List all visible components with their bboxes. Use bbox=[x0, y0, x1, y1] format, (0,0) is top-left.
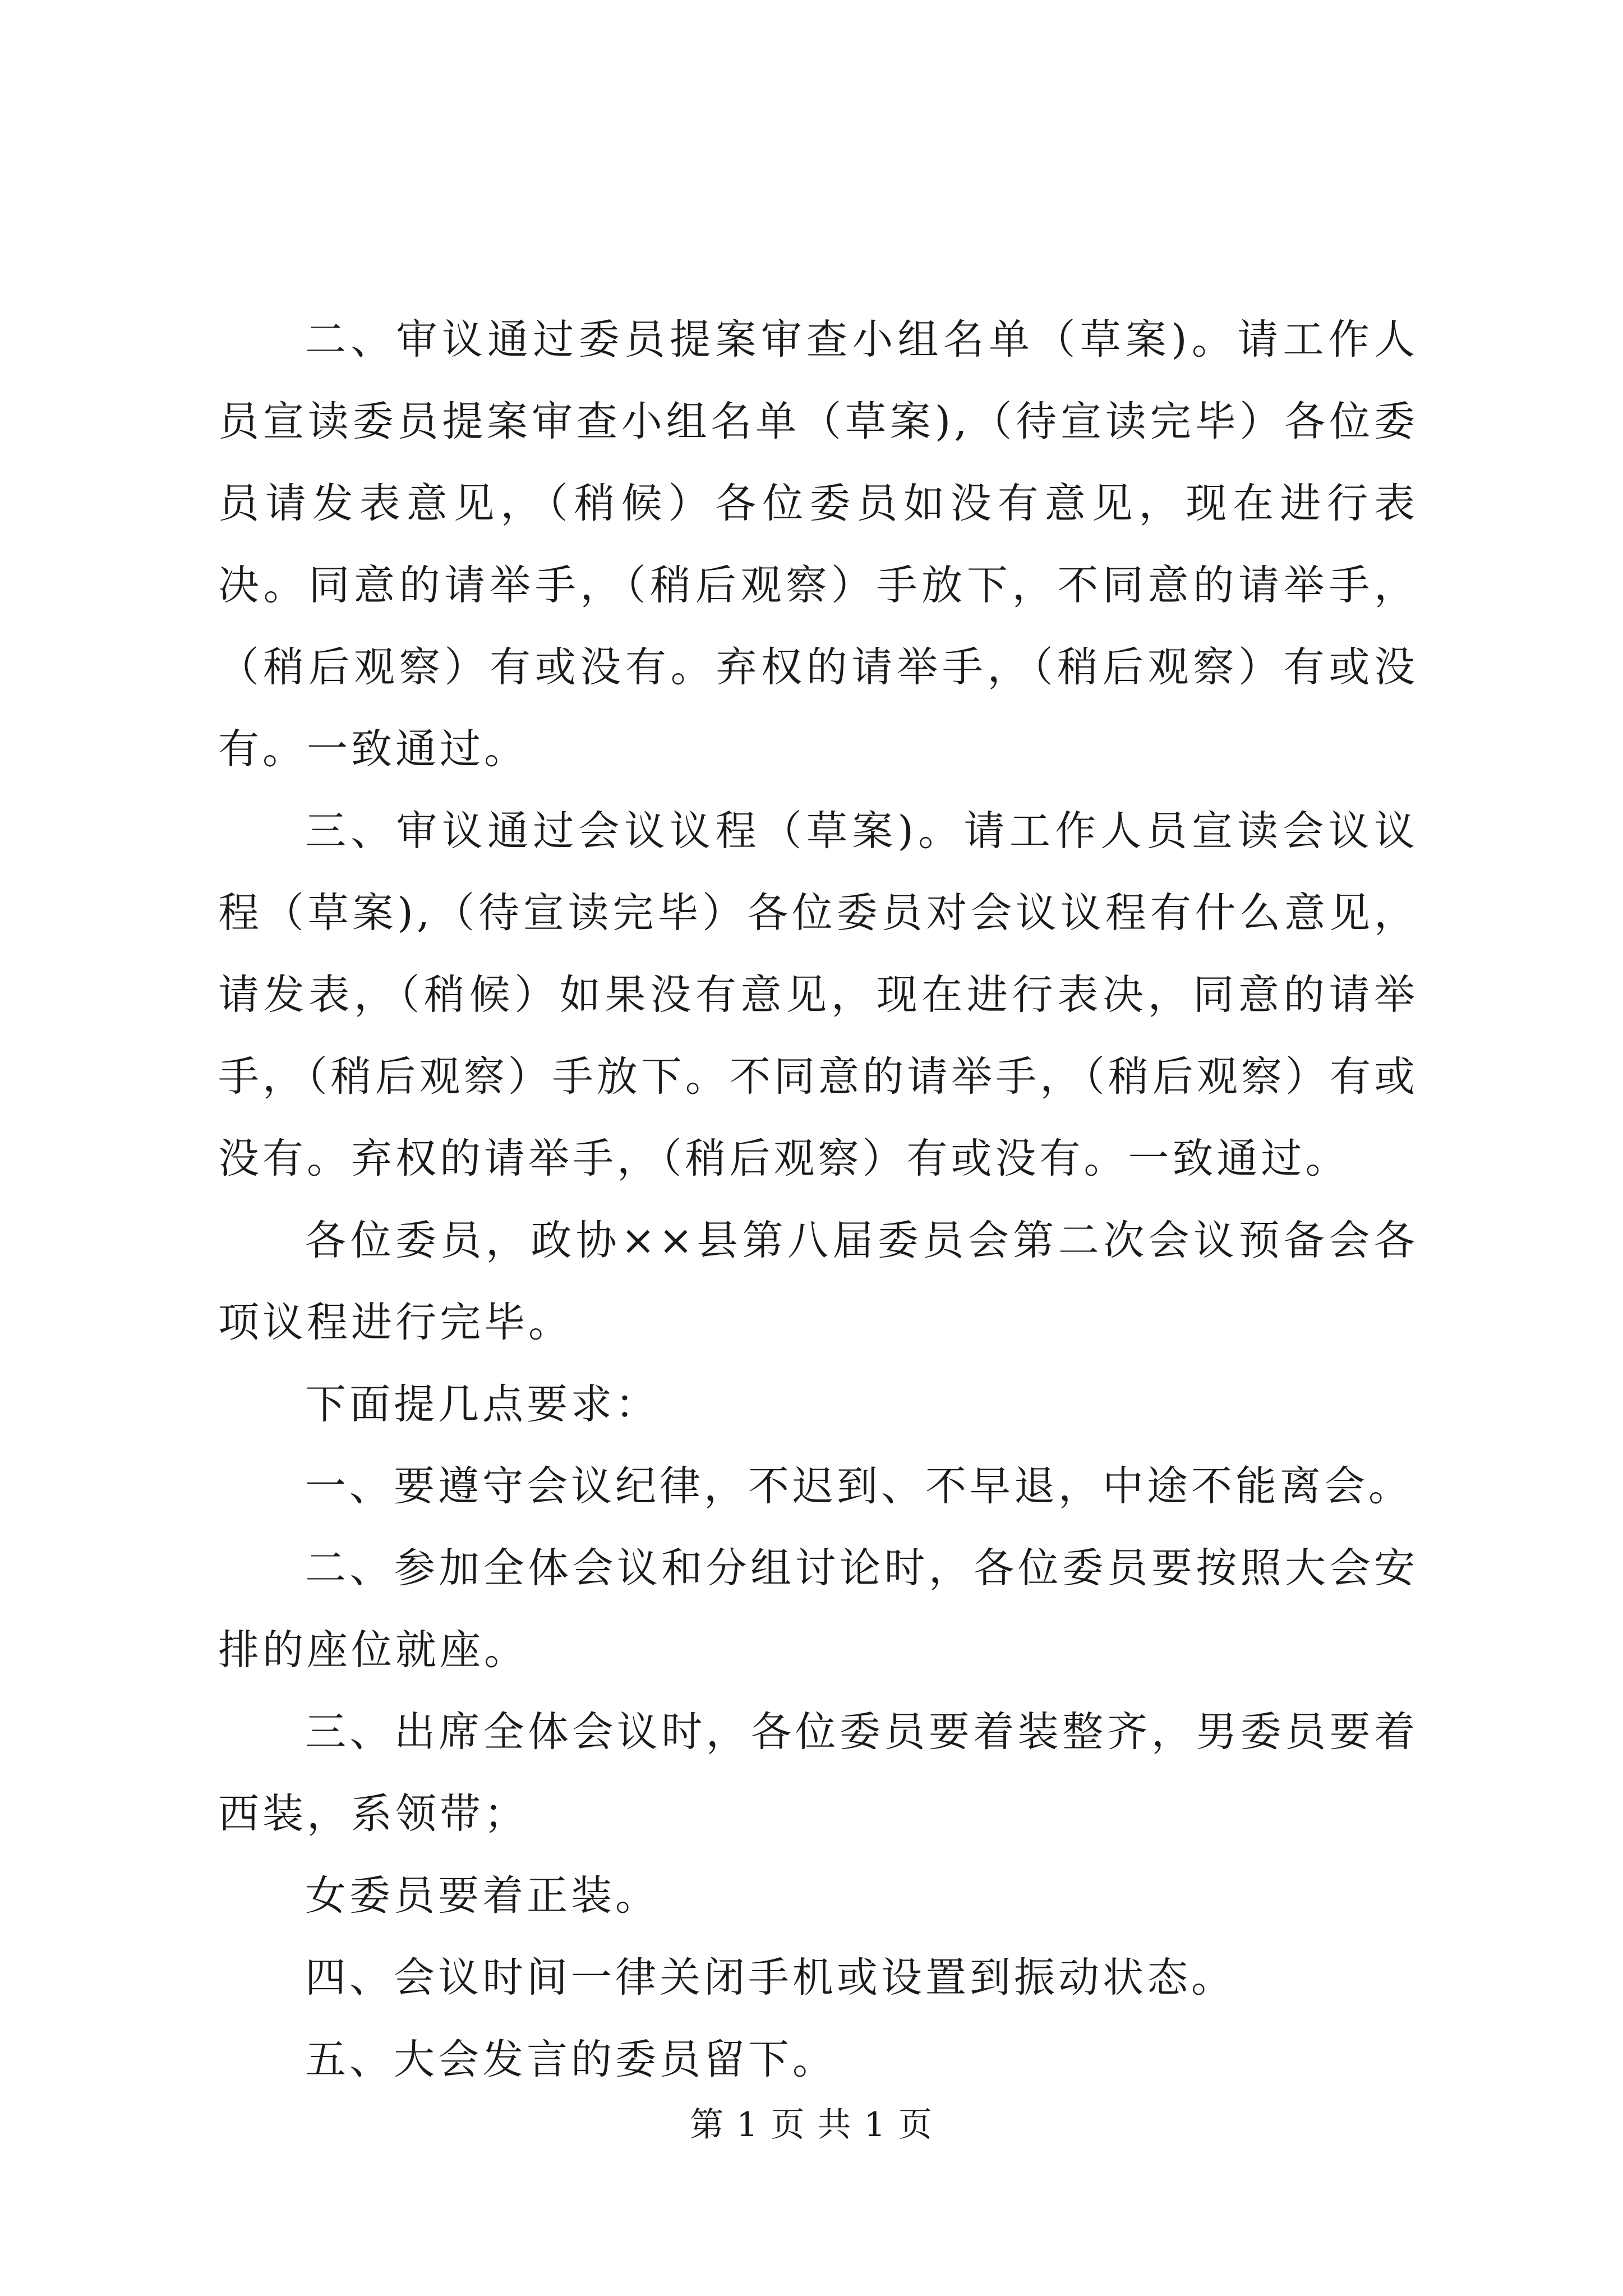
paragraph-requirement-1: 一、要遵守会议纪律，不迟到、不早退，中途不能离会。 bbox=[305, 1462, 1413, 1510]
paragraph-requirement-4: 四、会议时间一律关闭手机或设置到振动状态。 bbox=[305, 1954, 1235, 2001]
paragraph-requirements-intro: 下面提几点要求： bbox=[305, 1381, 660, 1428]
paragraph-requirement-3-cont: 女委员要着正装。 bbox=[305, 1872, 660, 1920]
page-footer bbox=[0, 2102, 1623, 2147]
document-body bbox=[218, 299, 1418, 2101]
paragraph-requirement-5: 五、大会发言的委员留下。 bbox=[305, 2036, 837, 2083]
paragraph-review-proposal-group: 二、审议通过委员提案审查小组名单（草案)。请工作人员宣读委员提案审查小组名单（草案),（待宣读完毕）各位委员请发表意见，（稍候）各位委员如没有意见，现在进行表决。同意的请举手，（稍后观察）手放下，不同意的请举手，（稍后观察）有或没有。弃权的请举手，（稍后观察）有或没有。一致通过。 bbox=[218, 316, 1418, 773]
paragraph-review-agenda: 三、审议通过会议议程（草案)。请工作人员宣读会议议程（草案),（待宣读完毕）各位委员对会议议程有什么意见，请发表，（稍候）如果没有意见，现在进行表决，同意的请举手，（稍后观察）手放下。不同意的请举手，（稍后观察）有或没有。弃权的请举手，（稍后观察）有或没有。一致通过。 bbox=[218, 807, 1418, 1182]
paragraph-requirement-3: 三、出席全体会议时，各位委员要着装整齐，男委员要着西装，系领带； bbox=[218, 1708, 1418, 1838]
paragraph-agenda-complete: 各位委员，政协××县第八届委员会第二次会议预备会各项议程进行完毕。 bbox=[218, 1217, 1418, 1346]
page-number-label: 第 1 页 共 1 页 bbox=[690, 2105, 933, 2145]
paragraph-requirement-2: 二、参加全体会议和分组讨论时，各位委员要按照大会安排的座位就座。 bbox=[218, 1544, 1418, 1674]
